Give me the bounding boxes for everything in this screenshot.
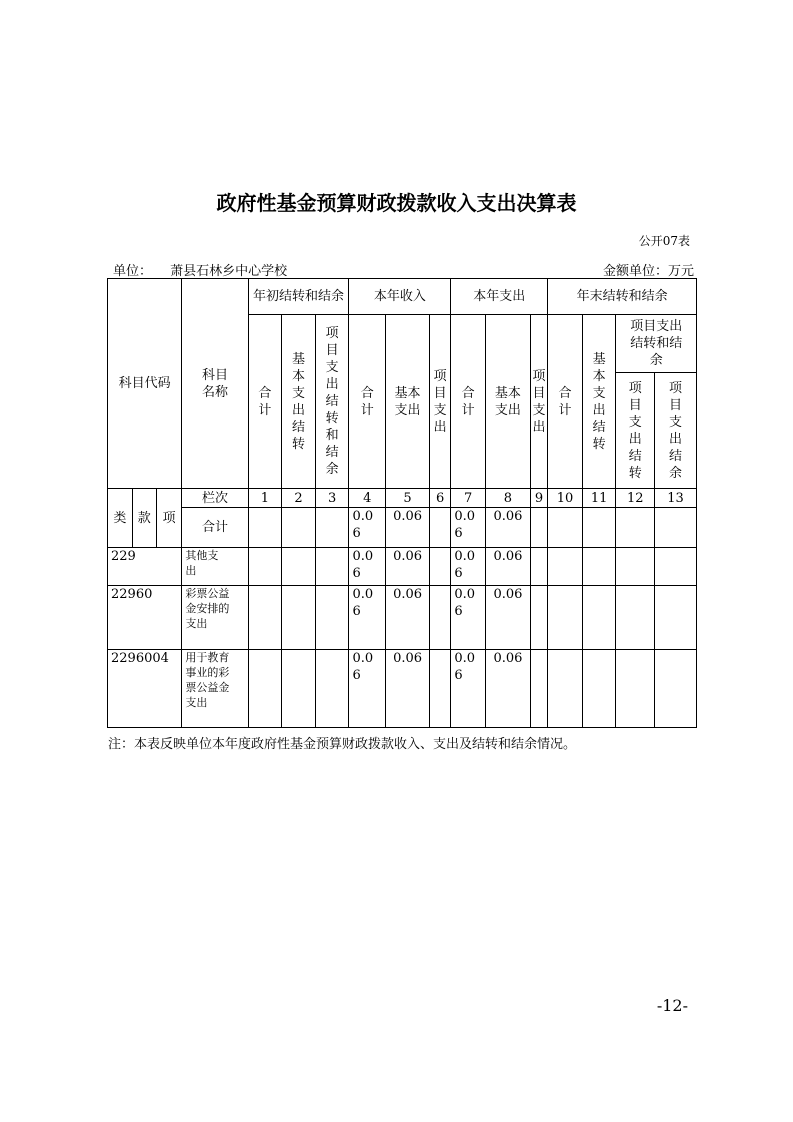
empty-cell	[616, 508, 655, 548]
opening-balance-header: 年初结转和结余	[248, 279, 349, 315]
unit-line	[113, 260, 287, 279]
empty-cell	[315, 548, 349, 586]
opening-project-carry-surplus-header: 项目支出结转和结余	[315, 315, 349, 489]
closing-balance-header: 年末结转和结余	[548, 279, 697, 315]
footnote: 注：本表反映单位本年度政府性基金预算财政拨款收入、支出及结转和结余情况。	[108, 737, 577, 752]
empty-cell	[530, 650, 547, 728]
row-name: 其他支出	[182, 548, 248, 586]
row-code: 229	[108, 548, 182, 586]
empty-cell	[548, 508, 583, 548]
row-code: 2296004	[108, 650, 182, 728]
closing-basic-carry-header: 基本支出结转	[582, 315, 616, 489]
expense-total-value: 0.06	[451, 548, 486, 586]
expense-basic-value: 0.06	[486, 548, 531, 586]
unit-label: 单位：	[113, 264, 153, 279]
total-label: 合计	[182, 508, 248, 548]
empty-cell	[548, 650, 583, 728]
expense-total-value: 0.06	[451, 586, 486, 650]
empty-cell	[429, 650, 450, 728]
table-row	[108, 650, 697, 728]
expense-total-header: 合计	[451, 315, 486, 489]
empty-cell	[616, 548, 655, 586]
income-total-header: 合计	[349, 315, 386, 489]
empty-cell	[530, 508, 547, 548]
empty-cell	[548, 548, 583, 586]
income-header: 本年收入	[349, 279, 451, 315]
income-basic-value: 0.06	[386, 650, 430, 728]
lei-kuan-xiang-cell	[108, 489, 182, 548]
empty-cell	[282, 650, 316, 728]
subject-name-header: 科目名称	[182, 279, 248, 489]
expense-basic-value: 0.06	[486, 650, 531, 728]
col-number: 7	[451, 489, 486, 508]
income-basic-header: 基本支出	[386, 315, 430, 489]
expense-project-header: 项目支出	[530, 315, 547, 489]
empty-cell	[429, 508, 450, 548]
empty-cell	[582, 586, 616, 650]
page-number: -12-	[656, 996, 688, 1015]
income-total-value: 0.06	[349, 586, 386, 650]
income-total-value: 0.06	[349, 508, 386, 548]
empty-cell	[582, 650, 616, 728]
lei-header: 类	[108, 489, 132, 547]
row-name: 彩票公益金安排的支出	[182, 586, 248, 650]
col-number: 1	[248, 489, 282, 508]
expense-total-value: 0.06	[451, 650, 486, 728]
col-number: 11	[582, 489, 616, 508]
col-number: 3	[315, 489, 349, 508]
empty-cell	[655, 650, 697, 728]
row-label-header: 栏次	[182, 489, 248, 508]
col-number: 5	[386, 489, 430, 508]
empty-cell	[530, 586, 547, 650]
col-number: 4	[349, 489, 386, 508]
income-basic-value: 0.06	[386, 586, 430, 650]
table-row	[108, 586, 697, 650]
closing-project-carry-header: 项目支出结转	[616, 373, 655, 489]
col-number: 12	[616, 489, 655, 508]
xiang-header: 项	[162, 510, 176, 526]
empty-cell	[315, 650, 349, 728]
empty-cell	[248, 508, 282, 548]
empty-cell	[582, 548, 616, 586]
row-name: 用于教育事业的彩票公益金支出	[182, 650, 248, 728]
empty-cell	[429, 548, 450, 586]
income-basic-value: 0.06	[386, 508, 430, 548]
closing-project-surplus-header: 项目支出结余	[655, 373, 697, 489]
col-number: 10	[548, 489, 583, 508]
empty-cell	[655, 548, 697, 586]
empty-cell	[248, 650, 282, 728]
expense-total-value: 0.06	[451, 508, 486, 548]
col-number: 8	[486, 489, 531, 508]
form-number: 公开07表	[638, 234, 690, 248]
empty-cell	[616, 650, 655, 728]
kuan-header: 款	[132, 489, 156, 547]
table-row	[108, 548, 697, 586]
opening-basic-carry-header: 基本支出结转	[282, 315, 316, 489]
empty-cell	[616, 586, 655, 650]
amount-unit: 金额单位：万元	[602, 264, 694, 279]
empty-cell	[655, 586, 697, 650]
empty-cell	[282, 548, 316, 586]
subject-code-header: 科目代码	[108, 279, 182, 489]
income-basic-value: 0.06	[386, 548, 430, 586]
empty-cell	[429, 586, 450, 650]
budget-table	[107, 278, 697, 728]
empty-cell	[315, 508, 349, 548]
empty-cell	[548, 586, 583, 650]
expense-basic-header: 基本支出	[486, 315, 531, 489]
col-number: 13	[655, 489, 697, 508]
expense-basic-value: 0.06	[486, 586, 531, 650]
col-number: 6	[429, 489, 450, 508]
row-code: 22960	[108, 586, 182, 650]
empty-cell	[248, 586, 282, 650]
col-number: 9	[530, 489, 547, 508]
total-row	[108, 508, 697, 548]
closing-total-header: 合计	[548, 315, 583, 489]
empty-cell	[282, 586, 316, 650]
opening-total-header: 合计	[248, 315, 282, 489]
unit-name: 萧县石林乡中心学校	[170, 264, 288, 279]
empty-cell	[530, 548, 547, 586]
page-title: 政府性基金预算财政拨款收入支出决算表	[216, 191, 577, 215]
expense-basic-value: 0.06	[486, 508, 531, 548]
income-project-header: 项目支出	[429, 315, 450, 489]
income-total-value: 0.06	[349, 650, 386, 728]
empty-cell	[282, 508, 316, 548]
empty-cell	[248, 548, 282, 586]
col-number: 2	[282, 489, 316, 508]
empty-cell	[655, 508, 697, 548]
expense-header: 本年支出	[451, 279, 548, 315]
closing-project-carry-surplus-header: 项目支出结转和结余	[616, 315, 697, 373]
empty-cell	[315, 586, 349, 650]
income-total-value: 0.06	[349, 548, 386, 586]
empty-cell	[582, 508, 616, 548]
